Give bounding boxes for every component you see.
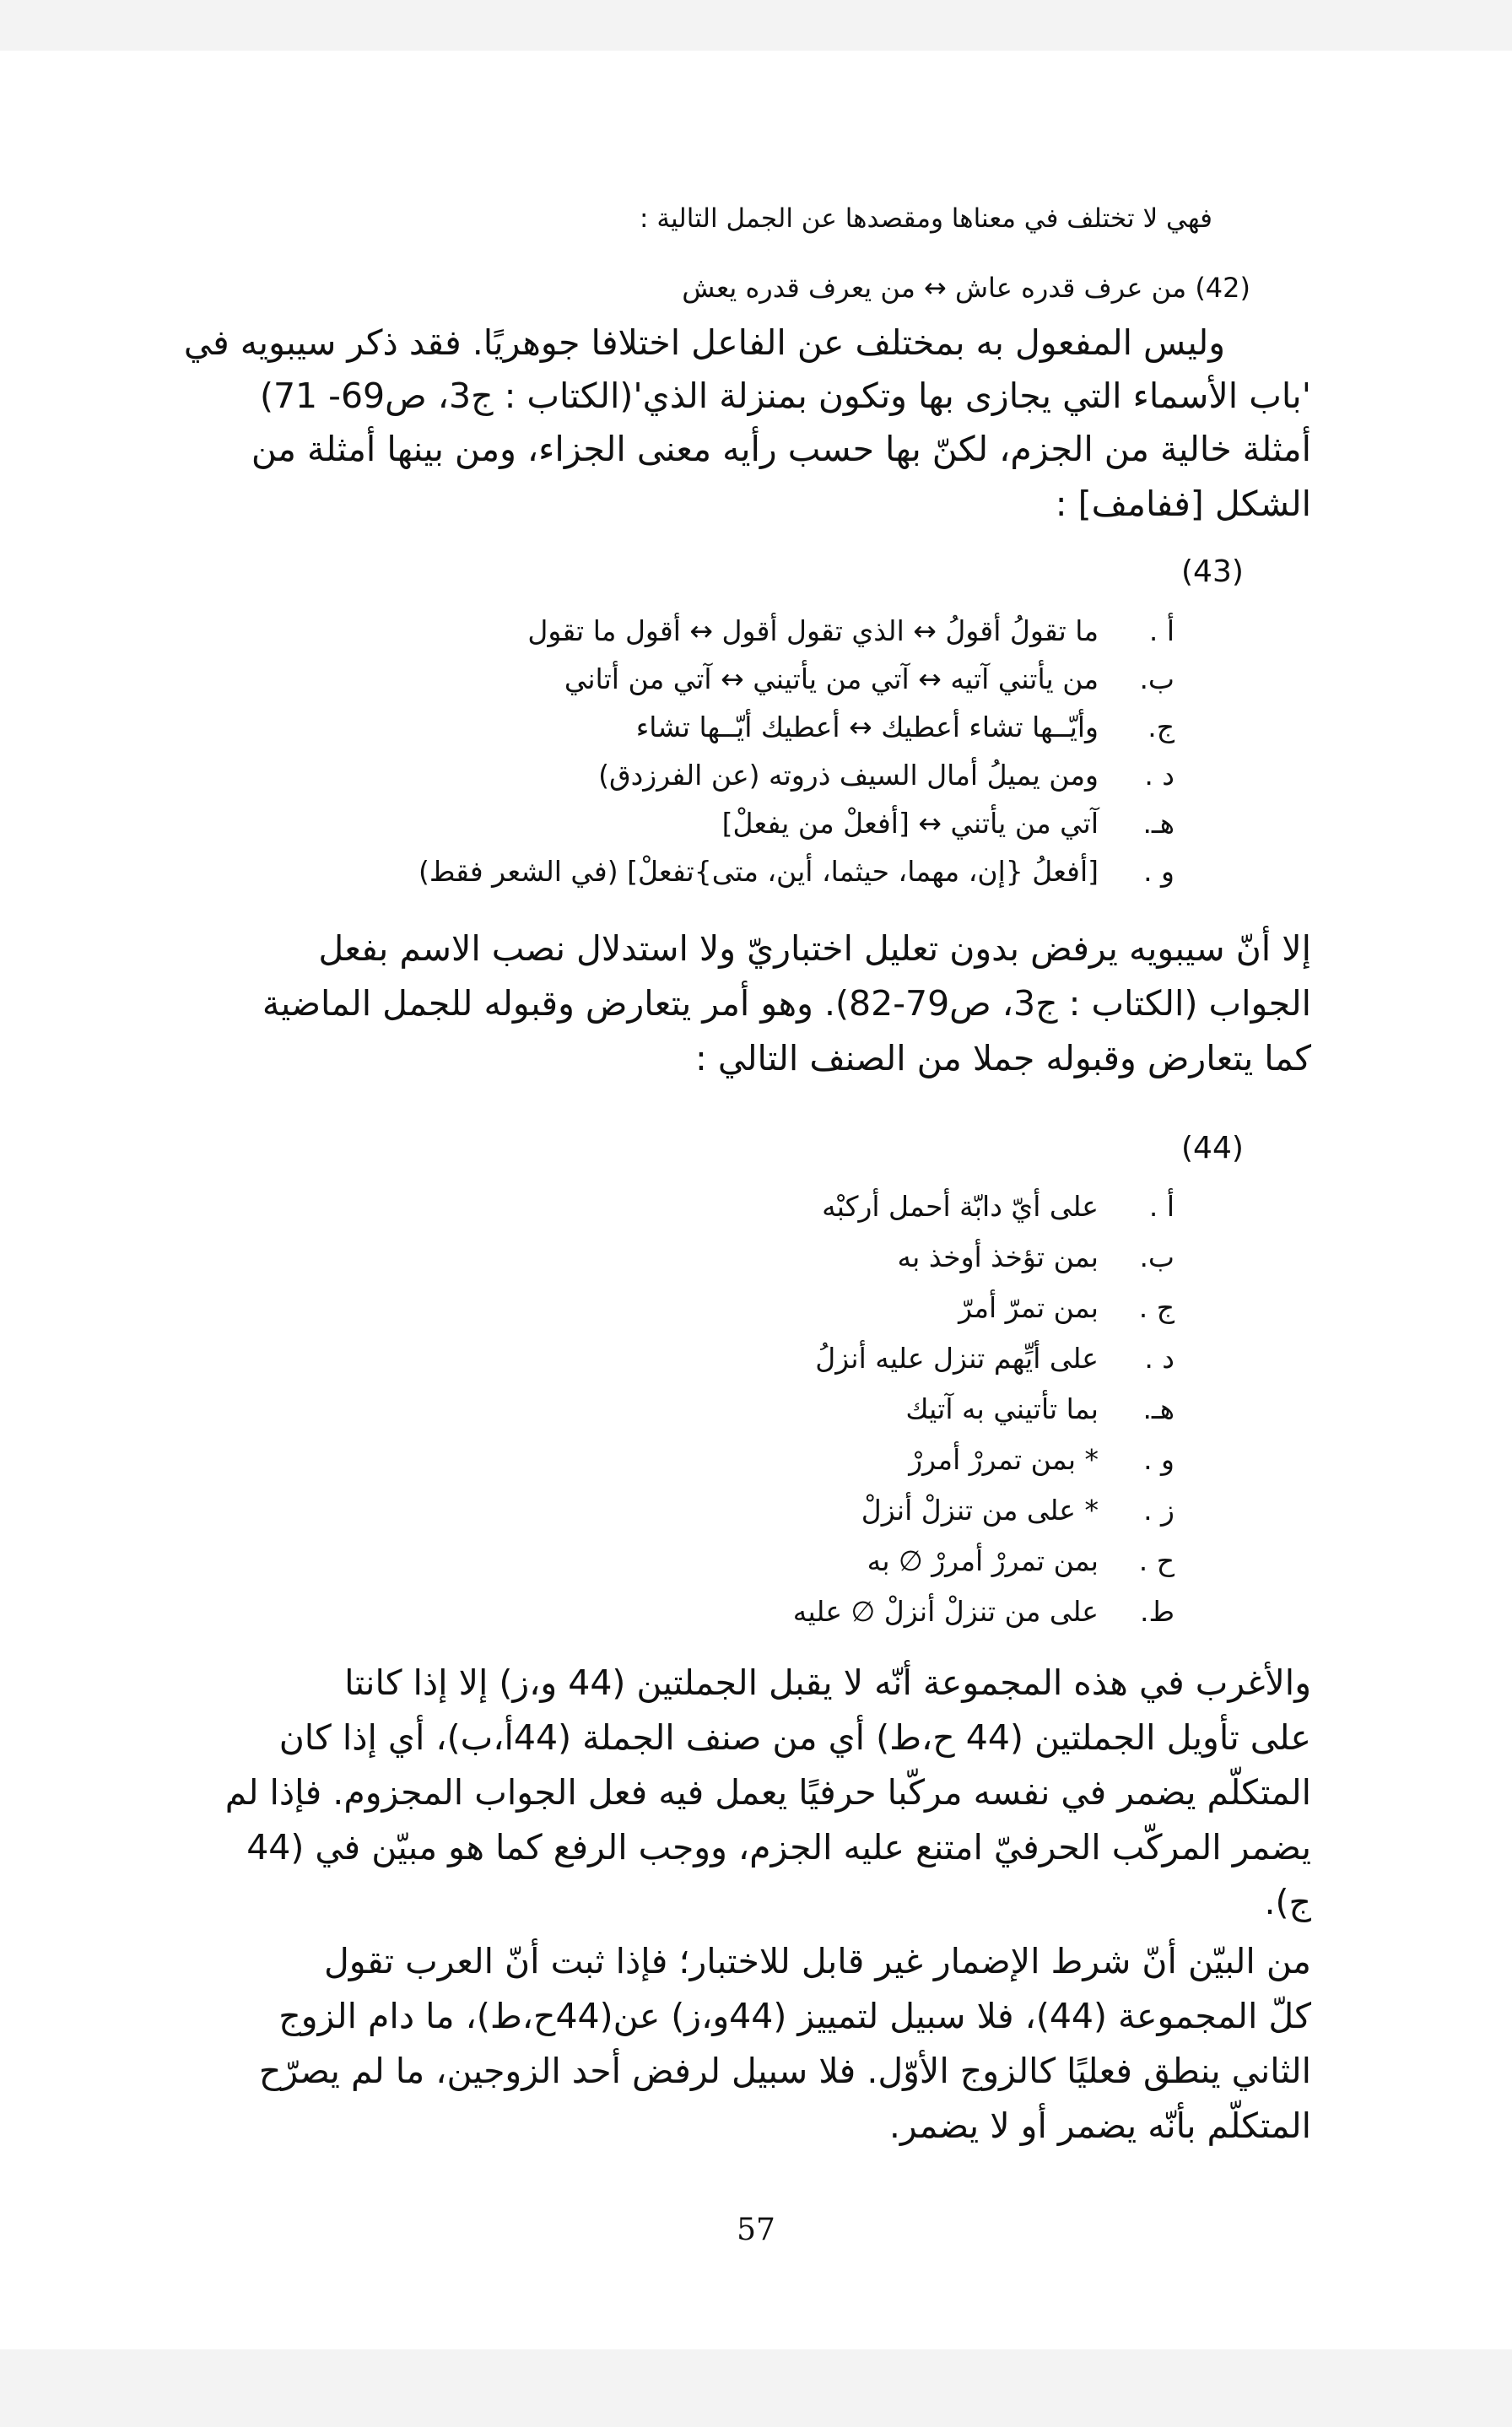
paragraph-1-line-3: أمثلة خالية من الجزم، لكنّ بها حسب رأيه معنى الجزاء، ومن بينها أمثلة من xyxy=(251,429,1311,469)
example-44-item-a: أ .على أيّ دابّة أحمل أركبْه xyxy=(822,1190,1174,1223)
example-44-item-c: ج .بمن تمرّ أمرّ xyxy=(958,1291,1174,1324)
example-44-item-f: و .* بمن تمررْ أمررْ xyxy=(909,1443,1174,1476)
paragraph-2-line-1: إلا أنّ سيبويه يرفض بدون تعليل اختباريّ ولا استدلال نصب الاسم بفعل xyxy=(318,928,1311,969)
paragraph-1-line-1: وليس المفعول به بمختلف عن الفاعل اختلافا جوهريًا. فقد ذكر سيبويه في xyxy=(183,322,1225,363)
example-44-item-b: ب.بمن تؤخذ أوخذ به xyxy=(897,1241,1174,1273)
example-44-item-d: د .على أيِّهم تنزل عليه أنزلُ xyxy=(815,1342,1174,1375)
paragraph-2-line-2: الجواب (الكتاب : ج3، ص79-82). وهو أمر يتعارض وقبوله للجمل الماضية xyxy=(262,983,1311,1024)
example-43-item-a: أ .ما تقولُ أقولُ ↔ الذي تقول أقول ↔ أقول ما تقول xyxy=(527,614,1174,647)
paragraph-3-line-4: يضمر المركّب الحرفيّ امتنع عليه الجزم، ووجب الرفع كما هو مبيّن في (44 xyxy=(246,1827,1311,1868)
example-44-item-e: هـ.بما تأتيني به آتيك xyxy=(905,1392,1174,1425)
example-43-number: (43) xyxy=(1181,554,1244,589)
example-44-number: (44) xyxy=(1181,1131,1244,1165)
example-44-item-g: ز .* على من تنزلْ أنزلْ xyxy=(861,1494,1174,1527)
page-number: 57 xyxy=(737,2213,775,2247)
example-43-item-d: د .ومن يميلُ أمال السيف ذروته (عن الفرزدق) xyxy=(598,759,1174,792)
example-43-item-c: ج.وأيّــها تشاء أعطيك ↔ أعطيك أيّــها تشاء xyxy=(635,711,1174,743)
example-44-item-h: ح .بمن تمررْ أمررْ ∅ به xyxy=(867,1544,1174,1577)
example-43-item-e: هـ.آتي من يأتني ↔ [أفعلْ من يفعلْ] xyxy=(721,807,1174,840)
paragraph-4-line-2: كلّ المجموعة (44)، فلا سبيل لتمييز (44و،ز) عن(44ح،ط)، ما دام الزوج xyxy=(278,1996,1311,2036)
paragraph-4-line-4: المتكلّم بأنّه يضمر أو لا يضمر. xyxy=(888,2105,1311,2146)
example-44-item-i: ط.على من تنزلْ أنزلْ ∅ عليه xyxy=(792,1595,1174,1628)
example-43-item-b: ب.من يأتني آتيه ↔ آتي من يأتيني ↔ آتي من أتاني xyxy=(564,662,1174,695)
intro-line: فهي لا تختلف في معناها ومقصدها عن الجمل التالية : xyxy=(640,203,1212,234)
example-42: (42) من عرف قدره عاش ↔ من يعرف قدره يعش xyxy=(682,272,1250,304)
paragraph-3-line-2: على تأويل الجملتين (44 ح،ط) أي من صنف الجملة (44أ،ب)، أي إذا كان xyxy=(278,1717,1311,1758)
paragraph-1-line-2: 'باب الأسماء التي يجازى بها وتكون بمنزلة الذي'(الكتاب : ج3، ص69- 71) xyxy=(259,376,1311,416)
example-43-item-f: و .[أفعلُ {إن، مهما، حيثما، أين، متى}تفعلْ] (في الشعر فقط) xyxy=(418,855,1174,888)
paragraph-1-line-4: الشكل [ففامف] : xyxy=(1055,484,1311,524)
paragraph-3-line-5: ج). xyxy=(1264,1882,1311,1922)
paragraph-2-line-3: كما يتعارض وقبوله جملا من الصنف التالي : xyxy=(695,1038,1311,1078)
paragraph-4-line-1: من البيّن أنّ شرط الإضمار غير قابل للاختبار؛ فإذا ثبت أنّ العرب تقول xyxy=(323,1941,1311,1981)
document-page xyxy=(0,51,1512,2349)
paragraph-3-line-1: والأغرب في هذه المجموعة أنّه لا يقبل الجملتين (44 و،ز) إلا إذا كانتا xyxy=(344,1662,1311,1703)
paragraph-4-line-3: الثاني ينطق فعليًا كالزوج الأوّل. فلا سبيل لرفض أحد الزوجين، ما لم يصرّح xyxy=(258,2051,1311,2091)
paragraph-3-line-3: المتكلّم يضمر في نفسه مركّبا حرفيًا يعمل فيه فعل الجواب المجزوم. فإذا لم xyxy=(224,1772,1311,1813)
